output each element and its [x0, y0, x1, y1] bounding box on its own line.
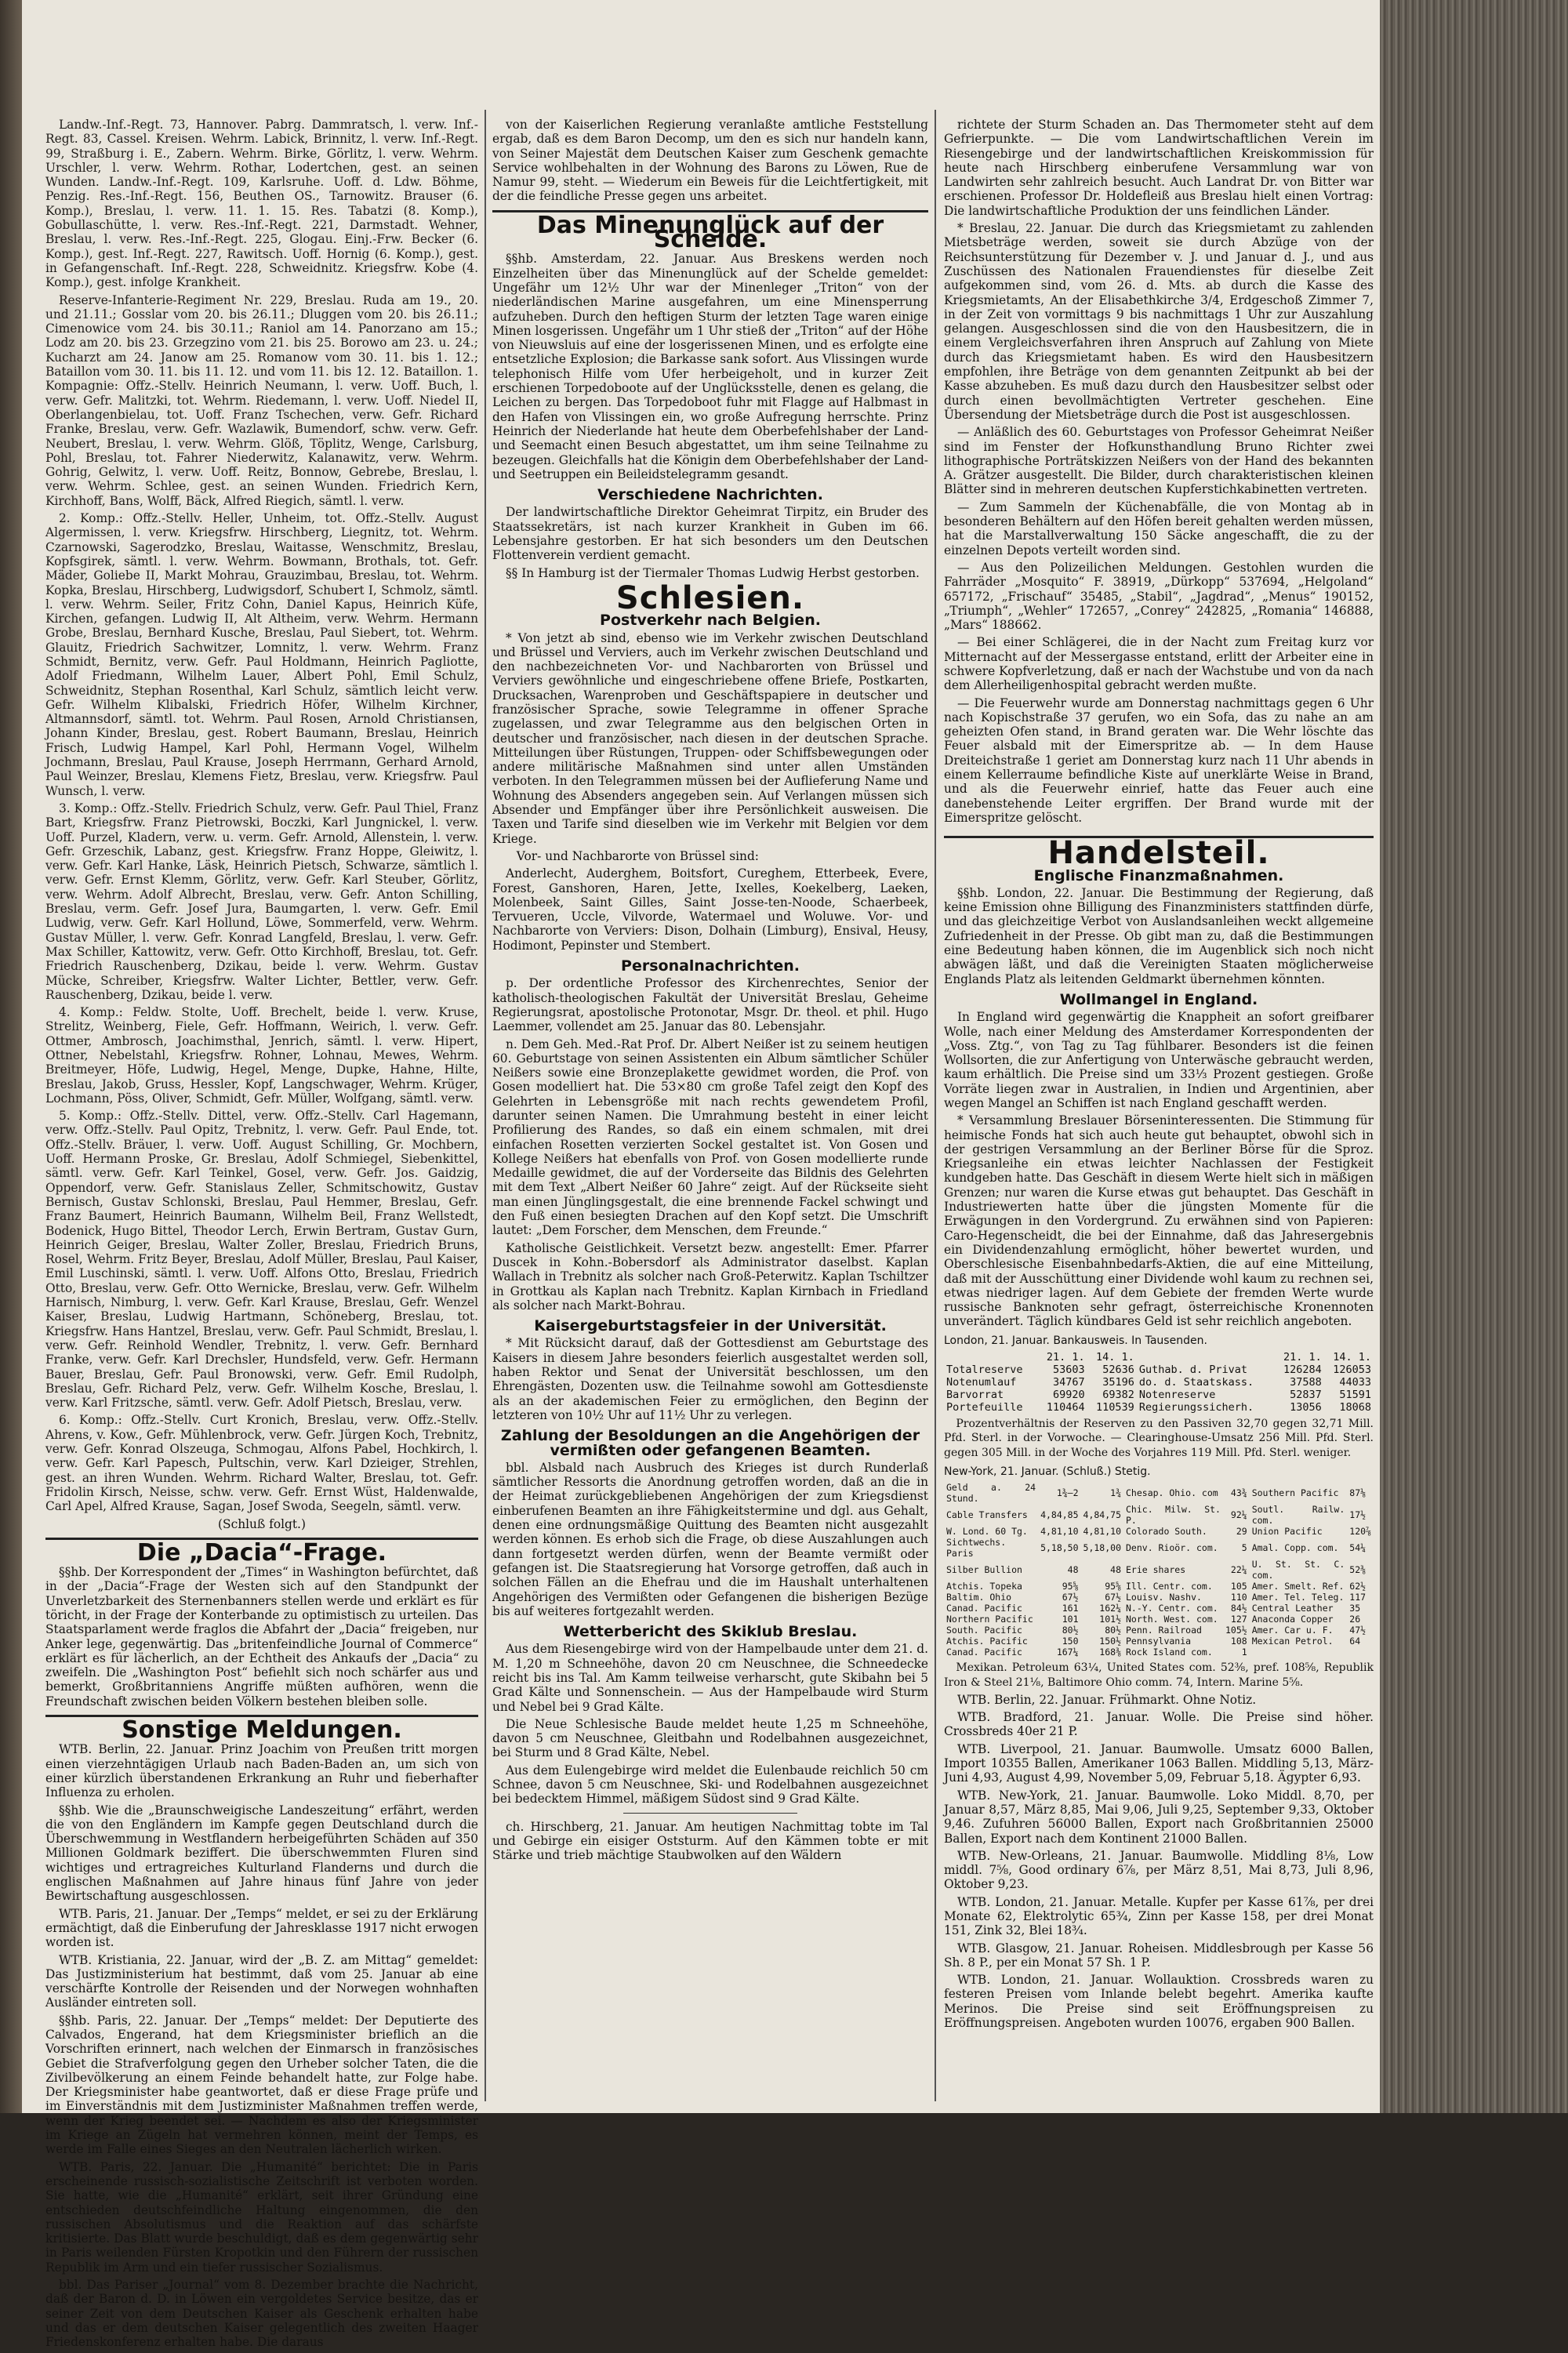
- table-cell: 64: [1349, 1636, 1361, 1647]
- table-cell: Ill. Centr. com.: [1126, 1581, 1213, 1592]
- table-cell: 162¼: [1099, 1603, 1121, 1614]
- table-cell: 4,81,10: [1040, 1526, 1079, 1538]
- table-cell: 84½: [1230, 1603, 1247, 1614]
- table-cell: 67½: [1105, 1592, 1121, 1603]
- article-paragraph: WTB. Berlin, 22. Januar. Prinz Joachim von Preußen tritt morgen einen vierzehntägigen Urlaub nach Baden-Baden an, um sich von einer kürzlich überstandenen Erkrankung an Ruhr und fieberhafter Influenza zu erholen.: [45, 1742, 478, 1800]
- table-cell: 105½: [1225, 1625, 1247, 1636]
- column-right: [944, 118, 1374, 2033]
- table-cell: 127: [1230, 1614, 1247, 1625]
- table-cell: Louisv. Nashv.: [1126, 1592, 1202, 1603]
- table-cell: Canad. Pacific: [946, 1647, 1022, 1658]
- table-cell: 101½: [1099, 1614, 1121, 1625]
- table-cell: Rock Island com.: [1126, 1647, 1213, 1658]
- table-cell: N.-Y. Centr. com.: [1126, 1603, 1218, 1614]
- article-paragraph: Prozentverhältnis der Reserven zu den Passiven 32,70 gegen 32,71 Mill. Pfd. Sterl. in der Vorwoche. — Clearinghouse-Umsatz 256 Mill. Pfd. Sterl. gegen 305 Mill. in der Woche des Vorjahres 119 Mill. Pfd. Sterl. weniger.: [944, 1418, 1374, 1459]
- headline-wetterbericht: Wetterbericht des Skiklub Breslau.: [563, 1623, 858, 1641]
- table-cell: Cable Transfers: [946, 1509, 1028, 1521]
- table-cell: Soutl. Railw. com.: [1251, 1504, 1345, 1527]
- headline-wollmangel: Wollmangel in England.: [1059, 990, 1258, 1008]
- table-cell: North. West. com.: [1126, 1614, 1218, 1625]
- article-paragraph: * Versammlung Breslauer Börseninteressenten. Die Stimmung für heimische Fonds hat sich auch heute gut behauptet, obwohl sich in der gestrigen Versammlung an der Berliner Börse für die Sproz. Kriegsanleihe ein etwas leichter Nachlassen der Festigkeit kundgeben hatte. Das Geschäft in diesem Werte hielt sich in mäßigen Grenzen; nur waren die Kurse etwas gut behauptet. Das Geschäft in Industriewerten hatte über die jüngsten Momente für die Erwägungen in den Vordergrund. Zu erwähnen sind von Papieren: Caro-Hegenscheidt, die bei der Einnahme, daß das Jahresergebnis ein Dividendenzahlung ermöglicht, höher bewertet wurden, und Oberschlesische Eisenbahnbedarfs-Aktien, die auf eine Mitteilung, daß mit der Ausschüttung einer Dividende wohl kaum zu rechnen sei, etwas niedriger lagen. Auf dem Gebiete der fremden Werte wurde russische Banknoten sehr gefragt, österreichische Kronennoten unverändert. Täglich kündbares Geld ist sehr reichlich angeboten.: [944, 1113, 1374, 1329]
- table-cell: 5,18,00: [1083, 1542, 1121, 1554]
- article-paragraph: In England wird gegenwärtig die Knappheit an sofort greifbarer Wolle, nach einer Meldung des Amsterdamer Korrespondenten der „Voss. Ztg.“, von Tag zu Tag fühlbarer. Besonders ist die feinen Wollsorten, die zur Anfertigung von Unterwäsche gebraucht werden, kaum erhältlich. Die Preise sind um 33⅓ Prozent gestiegen. Große Vorräte liegen zwar in Australien, in Indien und Argentinien, aber wegen Mangel an Schiffen ist nach England geschafft werden.: [944, 1010, 1374, 1110]
- book-binding-left: [0, 0, 22, 2113]
- table-cell: Sichtwechs. Paris: [946, 1537, 1007, 1560]
- column-left: [45, 118, 478, 2353]
- table-cell: 22¼: [1230, 1564, 1247, 1576]
- table-cell: do. d. Staatskass.: [1138, 1376, 1254, 1389]
- article-paragraph: — Bei einer Schlägerei, die in der Nacht zum Freitag kurz vor Mitternacht auf der Messergasse entstand, erlitt der Arbeiter eine in schwere Kopfverletzung, daß er nach der Wachstube und von da nach dem Allerheiligenhospital gebracht werden mußte.: [944, 635, 1374, 693]
- table-header-cell: 14. 1.: [1096, 1351, 1134, 1364]
- article-paragraph: ch. Hirschberg, 21. Januar. Am heutigen Nachmittag tobte im Tal und Gebirge ein eisiger Oststurm. Auf den Kämmen tobte er mit Stärke und trieb mächtige Staubwolken auf den Wäldern: [492, 1819, 928, 1863]
- article-paragraph: * Von jetzt ab sind, ebenso wie im Verkehr zwischen Deutschland und Brüssel und Verviers, auch im Verkehr zwischen Deutschland und den nachbezeichneten Vor- und Nachbarorten von Brüssel und Verviers gewöhnliche und eingeschriebene offene Briefe, Postkarten, Drucksachen, Warenproben und Geschäftspapiere in deutscher und französischer Sprache, sowie Telegramme in offener Sprache zugelassen, und zwar Telegramme aus den belgischen Orten in deutscher und französischer, nach diesen in der deutschen Sprache. Mitteilungen über Rüstungen, Truppen- oder Schiffsbewegungen oder andere militärische Maßnahmen sind unter allen Umständen verboten. In den Telegrammen müssen bei der Auflieferung Name und Wohnung des Absenders angegeben sein. Auf Verlangen müssen sich Absender und Empfänger über ihre Persönlichkeit ausweisen. Die Taxen und Tarife sind dieselben wie im Verkehr mit Belgien vor dem Kriege.: [492, 630, 928, 846]
- table-cell: 110: [1230, 1592, 1247, 1603]
- bank-statement-table: [944, 1351, 1374, 1414]
- table-header-cell: [944, 1351, 1037, 1364]
- casualty-list-paragraph: Reserve-Infanterie-Regiment Nr. 229, Breslau. Ruda am 19., 20. und 21.11.; Gosslar vom 20. bis 26.11.; Dluggen vom 20. bis 26.11.; Cimenowice vom 24. bis 30.11.; Raniol am 14. Panorzano am 15.; Lodz am 20. bis 23. Grzegzino vom 21. bis 25. Borowo am 23. u. 24.; Kucharzt am 24. Janow am 25. Romanow vom 30. 11. bis 1. 12.; Bataillon vom 30. 11. bis 11. 12. und vom 11. bis 12. 12. Bataillon. 1. Kompagnie: Offz.-Stellv. Heinrich Neumann, l. verw. Uoff. Buch, l. verw. Gefr. Malitzki, tot. Wehrm. Riedemann, l. verw. Uoff. Niedel II, Oberlangenbielau, tot. Uoff. Franz Tschechen, verw. Gefr. Richard Franke, Breslau, verw. Gefr. Wazlawik, Bumendorf, schw. verw. Gefr. Neubert, Breslau, l. verw. Wehrm. Glöß, Töplitz, Wenge, Carlsburg, Pohl, Breslau, tot. Fahrer Niederwitz, Kalanawitz, verw. Wehrm. Gohrig, Gelwitz, l. verw. Uoff. Reitz, Bonnow, Gebrebe, Breslau, l. verw. Wehrm. Schlee, gest. an seinen Wunden. Friedrich Kern, Kirchhoff, Bans, Wolff, Bäck, Alfred Riegich, sämtl. l. verw.: [45, 292, 478, 508]
- table-row: [944, 1603, 1374, 1614]
- book-page-edge: [1380, 0, 1568, 2113]
- table-row: [944, 1625, 1374, 1636]
- table-cell: Denv. Rioör. com.: [1126, 1542, 1218, 1554]
- table-cell: Central Leather: [1251, 1603, 1334, 1614]
- table-row: [944, 1592, 1374, 1603]
- headline-sonstige-meldungen: Sonstige Meldungen.: [45, 1715, 478, 1738]
- table-cell: 52⅜: [1349, 1564, 1367, 1576]
- table-row: [944, 1526, 1374, 1537]
- table-cell: 150: [1062, 1636, 1079, 1647]
- headline-englische-finanzmassnahmen: Englische Finanzmaßnahmen.: [1033, 866, 1284, 884]
- article-paragraph: richtete der Sturm Schaden an. Das Thermometer steht auf dem Gefrierpunkte. — Die vom Landwirtschaftlichen Verein im Riesengebirge und der landwirtschaftlichen Kreiskommission für heute nach Hirschberg einberufene Versammlung war von Landwirten sehr zahlreich besucht. Auch Landrat Dr. von Bitter war erschienen. Professor Dr. Holdefleiß aus Breslau hielt einen Vortrag: Die landwirtschaftliche Produktion der uns feindlichen Länder.: [944, 118, 1374, 218]
- article-paragraph: §§hb. Amsterdam, 22. Januar. Aus Breskens werden noch Einzelheiten über das Minenunglück auf der Schelde gemeldet: Ungefähr um 12½ Uhr war der Minenleger „Triton“ von der niederländischen Marine ausgefahren, um eine Minensperrung aufzuheben. Durch den heftigen Sturm der letzten Tage waren einige Minen losgerissen. Ungefähr um 1 Uhr stieß der „Triton“ auf der Höhe von Nieuwsluis auf eine der losgerissenen Minen, und es erfolgte eine entsetzliche Explosion; die Barkasse sank sofort. Aus Vlissingen wurde telephonisch Hilfe vom Ufer herbeigeholt, und in kurzer Zeit erschienen Torpedoboote auf der Unglücksstelle, denen es gelang, die Leichen zu bergen. Das Torpedoboot fuhr mit Flagge auf Halbmast in den Hafen von Vlissingen ein, wo große Aufregung herrschte. Prinz Heinrich der Niederlande hat heute dem Oberbefehlshaber der Land- und Seemacht einen Besuch abgestattet, um ihm seine Teilnahme zu bezeugen. Gleichfalls hat die Königin dem Oberbefehlshaber der Land- und Seetruppen ein Beileidstelegramm gesandt.: [492, 252, 928, 481]
- separator: [623, 1813, 797, 1814]
- table-header-cell: 14. 1.: [1333, 1351, 1371, 1364]
- article-paragraph: §§hb. Der Korrespondent der „Times“ in Washington befürchtet, daß in der „Dacia“-Frage der Westen sich auf den Standpunkt der Unverletzbarkeit des Sternenbanners stellen werde und erklärt es für töricht, in der Frage der Konterbande zu optimistisch zu urteilen. Das Staatsparlament werde fraglos die Abfahrt der „Dacia“ freigeben, nur Anker lege, gegenwärtig. Das „britenfeindliche Journal of Commerce“ erklärt es für lächerlich, an der Echtheit des Ankaufs der „Dacia“ zu zweifeln. Die „Washington Post“ befiehlt sich noch schärfer aus und bemerkt, Großbritanniens Angriffe müßten aufhören, wenn die Freundschaft zwischen beiden Völkern bestehen bleiben solle.: [45, 1565, 478, 1708]
- article-paragraph: bbl. Das Pariser „Journal“ vom 8. Dezember brachte die Nachricht, daß der Baron d. D. in Löwen ein vergoldetes Service besitze, das er seiner Zeit von dem Deutschen Kaiser als Geschenk erhalten habe und das er dem deutschen Kaiser gelegentlich des zweiten Haager Friedenskonferenz erhalten habe. Die daraus: [45, 2278, 478, 2350]
- table-cell: Anaconda Copper: [1251, 1614, 1334, 1625]
- section-title-schlesien: Schlesien.: [615, 579, 805, 616]
- table-cell: 53603: [1053, 1364, 1085, 1377]
- table-row: [944, 1482, 1374, 1504]
- headline-zahlung-besoldungen: Zahlung der Besoldungen an die Angehörigen der vermißten oder gefangenen Beamten.: [500, 1427, 920, 1459]
- article-paragraph: — Die Feuerwehr wurde am Donnerstag nachmittags gegen 6 Uhr nach Kopischstraße 37 gerufen, wo ein Sofa, das zu nahe an am geheizten Ofen stand, in Brand geraten war. Die Wehr löschte das Feuer alsbald mit der Eimerspritze ab. — In dem Hause Dreiteichstraße 1 geriet am Donnerstag kurz nach 11 Uhr abends in einem Kellerraume befindliche Kiste auf unerklärte Weise in Brand, und als die Feuerwehr einrief, hatte das Feuer auch eine danebenstehende Leiter ergriffen. Der Brand wurde mit der Eimerspritze gelöscht.: [944, 695, 1374, 825]
- table-row: [944, 1504, 1374, 1526]
- article-paragraph: §§hb. Wie die „Braunschweigische Landeszeitung“ erfährt, werden die von den Engländern im Kampfe gegen Deutschland durch die Überschwemmung in Westflandern herbeigeführten Schäden auf 350 Millionen Goldmark beziffert. Die überschwemmten Fluren sind wichtiges und ertragreiches Kulturland Flanderns und durch die englischen Maßnahmen auf Jahre hinaus fünf Jahre von jeder Bewirtschaftung ausgeschlossen.: [45, 1803, 478, 1904]
- article-paragraph: Aus dem Riesengebirge wird von der Hampelbaude unter dem 21. d. M. 1,20 m Schneehöhe, davon 20 cm Neuschnee, die Schneedecke reicht bis ins Tal. Am Kamm teilweise verharscht, gute Skibahn bei 5 Grad Kälte und Sonnenschein. — Aus der Hampelbaude wird Sturm und Nebel bei 9 Grad Kälte.: [492, 1642, 928, 1714]
- article-paragraph: * Mit Rücksicht darauf, daß der Gottesdienst am Geburtstage des Kaisers in diesem Jahre besonders feierlich ausgestaltet werden soll, haben Rektor und Senat der Universität beschlossen, um den Ehrengästen, Dozenten usw. die Teilnahme sowohl am Gottesdienste als an der akademischen Feier zu ermöglichen, den Beginn der letzteren von 10½ Uhr auf 11½ Uhr zu verlegen.: [492, 1336, 928, 1422]
- market-report: WTB. New-York, 21. Januar. Baumwolle. Loko Middl. 8,70, per Januar 8,57, März 8,85, Mai 9,06, Juli 9,25, September 9,33, Oktober 9,46. Zufuhren 56000 Ballen, Export nach Großbritannien 25000 Ballen, Export nach dem Kontinent 21000 Ballen.: [944, 1788, 1374, 1846]
- column-middle: [492, 118, 928, 1866]
- table-cell: Barvorrat: [946, 1389, 1004, 1402]
- table-cell: 29: [1236, 1526, 1247, 1538]
- table-cell: Geld a. 24 Stund.: [946, 1482, 1036, 1505]
- table-cell: 62½: [1349, 1581, 1367, 1592]
- table-cell: 92¼: [1230, 1509, 1247, 1521]
- table-header-row: [944, 1351, 1374, 1364]
- table-cell: Erie shares: [1126, 1564, 1186, 1576]
- article-paragraph: Der landwirtschaftliche Direktor Geheimrat Tirpitz, ein Bruder des Staatssekretärs, ist nach kurzer Krankheit in Guben im 66. Lebensjahre gestorben. Er hat sich besonders um den Deutschen Flottenverein verdient gemacht.: [492, 505, 928, 563]
- headline-dacia: Die „Dacia“-Frage.: [45, 1538, 478, 1560]
- table-row: [944, 1401, 1374, 1414]
- table-cell: 52837: [1290, 1389, 1322, 1402]
- table-cell: 13056: [1290, 1401, 1322, 1414]
- table-cell: 1¾: [1110, 1487, 1121, 1499]
- table-row: [944, 1559, 1374, 1581]
- table-row: [944, 1364, 1374, 1376]
- article-paragraph: §§ In Hamburg ist der Tiermaler Thomas Ludwig Herbst gestorben.: [505, 565, 920, 580]
- table-cell: Amer. Car u. F.: [1251, 1625, 1334, 1636]
- table-cell: 26: [1349, 1614, 1361, 1625]
- table-cell: 120⅞: [1349, 1526, 1371, 1538]
- headline-postverkehr: Postverkehr nach Belgien.: [600, 612, 821, 630]
- table-cell: 95⅝: [1062, 1581, 1079, 1592]
- table-cell: 48: [1110, 1564, 1121, 1576]
- table-row: [944, 1647, 1374, 1658]
- article-paragraph: Die Neue Schlesische Baude meldet heute 1,25 m Schneehöhe, davon 5 cm Neuschnee, Gleitbahn und Rodelbahnen ausgezeichnet, bei Sturm und 8 Grad Kälte, Nebel.: [492, 1716, 928, 1760]
- table-cell: Amer. Tel. Teleg.: [1251, 1592, 1345, 1603]
- table-cell: 69920: [1053, 1389, 1085, 1402]
- market-report: WTB. Bradford, 21. Januar. Wolle. Die Preise sind höher. Crossbreds 40er 21 P.: [944, 1710, 1374, 1739]
- column-rule: [935, 110, 936, 2101]
- headline-kaisergeburtstag: Kaisergeburtstagsfeier in der Universität.: [534, 1317, 887, 1335]
- table-body: [944, 1482, 1374, 1658]
- table-cell: 48: [1067, 1564, 1079, 1576]
- table-cell: South. Pacific: [946, 1625, 1022, 1636]
- table-cell: 47½: [1349, 1625, 1367, 1636]
- article-paragraph: Mexikan. Petroleum 63¼, United States com. 52⅜, pref. 108⅝, Republik Iron & Steel 21⅛, Baltimore Ohio comm. 74, Intern. Marine 5⅝.: [944, 1661, 1374, 1689]
- section-title-handelsteil: Handelsteil.: [944, 836, 1374, 860]
- table-cell: 168⅜: [1099, 1647, 1121, 1658]
- article-paragraph: n. Dem Geh. Med.-Rat Prof. Dr. Albert Neißer ist zu seinem heutigen 60. Geburtstage von seinen Assistenten ein Album sämtlicher Schüler Neißers sowie eine Bronzeplakette gewidmet worden, die Prof. von Gosen modelliert hat. Die 53×80 cm große Tafel zeigt den Kopf des Gelehrten in Lebensgröße mit nach rechts gewendetem Profil, darunter seinen Namen. Die Umrahmung besteht in einer leicht Profilierung des Randes, so daß ein einem schmalen, mit drei einfachen Rosetten verzierten Sockel gestaltet ist. Von Gosen und Kollege Neißers hat ebenfalls von Prof. von Gosen modellierte runde Medaille gewidmet, die auf der Vorderseite das Bildnis des Gelehrten mit dem Text „Albert Neißer 60 Jahre“ zeigt. Auf der Rückseite sieht man einen Jünglingsgestalt, die eine brennende Fackel schwingt und den Fuß einen besiegten Drachen auf den Kopf setzt. Die Umschrift lautet: „Dem Forscher, dem Menschen, dem Freunde.“: [492, 1037, 928, 1238]
- market-report: WTB. New-Orleans, 21. Januar. Baumwolle. Middling 8⅛, Low middl. 7⅝, Good ordinary 6⅞, per März 8,51, Mai 8,73, Juli 8,96, Oktober 9,23.: [944, 1848, 1374, 1892]
- table-cell: 126053: [1333, 1364, 1371, 1377]
- table-cell: Penn. Railroad: [1126, 1625, 1202, 1636]
- article-paragraph: Aus dem Eulengebirge wird meldet die Eulenbaude reichlich 50 cm Schnee, davon 5 cm Neuschnee, Ski- und Rodelbahnen ausgezeichnet bei bedecktem Himmel, mäßigem Südost sind 9 Grad Kälte.: [492, 1763, 928, 1807]
- table-cell: 54¼: [1349, 1542, 1367, 1554]
- article-paragraph: WTB. Kristiania, 22. Januar, wird der „B. Z. am Mittag“ gemeldet: Das Justizministerium hat bestimmt, daß vom 25. Januar ab eine verschärfte Kontrolle der Reisenden und der Norwegen wohnhaften Ausländer eintreten soll.: [45, 1952, 478, 2010]
- table-cell: 80½: [1062, 1625, 1079, 1636]
- table-body: [944, 1364, 1374, 1414]
- article-paragraph: * Breslau, 22. Januar. Die durch das Kriegsmietamt zu zahlenden Mietsbeträge werden, soweit sie durch Abzüge von der Reichsunterstützung für Dezember v. J. und Januar d. J., und aus Zuschüssen des Nationalen Frauendienstes für dieselbe Zeit aufgekommen sind, vom 26. d. Mts. ab durch die Kasse des Kriegsmietamts, An der Elisabethkirche 3/4, Erdgeschoß Zimmer 7, in der Zeit von vormittags 9 bis nachmittags 1 Uhr zur Auszahlung gelangen. Ausgeschlossen sind die von den Hausbesitzern, die in einem Vergleichsverfahren ihren Anspruch auf Zahlung von Miete durch das Kriegsmietamt haben. Es wird den Hausbesitzern empfohlen, ihre Beträge von dem genannten Zeitpunkt ab bei der Kasse abzuheben. Es muß dazu durch den Hausbesitzer selbst oder durch einen bevollmächtigten Vertreter geschehen. Eine Übersendung der Mietsbeträge durch die Post ist ausgeschlossen.: [944, 221, 1374, 422]
- article-paragraph: — Aus den Polizeilichen Meldungen. Gestohlen wurden die Fahrräder „Mosquito“ F. 38919, „Dürkopp“ 537694, „Helgoland“ 657172, „Frischauf“ 35485, „Stabil“, „Jagdrad“, „Menus“ 190152, „Triumph“, „Wehler“ 172657, „Conrey“ 242825, „Romania“ 146888, „Mars“ 188662.: [944, 560, 1374, 633]
- article-paragraph: Katholische Geistlichkeit. Versetzt bezw. angestellt: Emer. Pfarrer Duscek in Kohn.-Bobersdorf als Administrator daselbst. Kaplan Wallach in Trebnitz als solcher nach Groß-Peterwitz. Kaplan Tschiltzer in Grottkau als Kaplan nach Trebnitz. Kaplan Kirnbach in Friedland als solcher nach Markt-Bohrau.: [492, 1240, 928, 1313]
- table-cell: 35: [1349, 1603, 1361, 1614]
- article-paragraph: Vor- und Nachbarorte von Brüssel sind:: [516, 848, 759, 863]
- table-cell: Canad. Pacific: [946, 1603, 1022, 1614]
- market-report: WTB. London, 21. Januar. Wollauktion. Crossbreds waren zu festeren Preisen vom Inlande belebt begehrt. Amerika kaufte Merinos. Die Preise sind seit Eröffnungspreisen zu Eröffnungspreisen. Angeboten wurden 10076, ergaben 900 Ballen.: [944, 1973, 1374, 2031]
- table-cell: 43¾: [1230, 1487, 1247, 1499]
- table-row: [944, 1636, 1374, 1647]
- table-cell: 67½: [1062, 1592, 1079, 1603]
- table-cell: W. Lond. 60 Tg.: [946, 1526, 1028, 1538]
- table-cell: 117: [1349, 1592, 1367, 1603]
- table-cell: 1¾–2: [1056, 1487, 1079, 1499]
- casualty-list-paragraph: 3. Komp.: Offz.-Stellv. Friedrich Schulz, verw. Gefr. Paul Thiel, Franz Bart, Kriegsfrw. Franz Pietrowski, Boczki, Karl Jungnickel, l. verw. Uoff. Purzel, Kladern, verw. u. verm. Gefr. Arnold, Allenstein, l. verw. Gefr. Grzeschik, Labanz, gest. Kriegsfrw. Franz Hoppe, Gleiwitz, l. verw. Gefr. Karl Hanke, Läsk, Heinrich Pietsch, Schwarze, sämtlich l. verw. Gefr. Ernst Klemm, Görlitz, verw. Gefr. Karl Steuber, Görlitz, verw. Wehrm. Adolf Albrecht, Breslau, verw. Gefr. Anton Schilling, Breslau, verm. Gefr. Josef Jura, Baumgarten, l. verw. Gefr. Emil Ludwig, verw. Gefr. Karl Hollund, Löwe, Sommerfeld, verw. Wehrm. Gustav Müller, l. verw. Gefr. Konrad Langfeld, Breslau, l. verw. Gefr. Max Schiller, Kattowitz, verw. Gefr. Otto Kirchhoff, Breslau, tot. Gefr. Friedrich Rauschenberg, Dzikau, beide l. verw. Wehrm. Gustav Mücke, Schreiber, Kriegsfrw. Walter Lichter, Bettler, verw. Gefr. Rauschenberg, Dzikau, beide l. verw.: [45, 801, 478, 1002]
- table-cell: Atchis. Topeka: [946, 1581, 1022, 1592]
- article-paragraph: — Anläßlich des 60. Geburtstages von Professor Geheimrat Neißer sind im Fenster der Hofkunsthandlung Bruno Richter zwei lithographische Porträtskizzen Neißers von der Hand des bekannten A. Grätzer ausgestellt. Die Bilder, durch charakteristischen kleinen Blätter sind in mehreren deutschen Kupferstichkabinetten vertreten.: [944, 425, 1374, 497]
- casualty-list-paragraph: 4. Komp.: Feldw. Stolte, Uoff. Brechelt, beide l. verw. Kruse, Strelitz, Weinberg, Fiele, Gefr. Hoffmann, Weirich, l. verw. Gefr. Ottmer, Ambrosch, Joachimsthal, Jenrich, sämtl. l. verw. Hipert, Ottner, Nebelstahl, Kriegsfrw. Rohner, Lohnau, Mewes, Wehrm. Breitmeyer, Höfe, Ludwig, Hegel, Menge, Dupke, Hahne, Hilte, Breslau, Jakob, Gruss, Hessler, Kopf, Langschwager, Wehrm. Krüger, Lochmann, Pöss, Oliver, Schmidt, Gefr. Müller, Wolfgang, sämtl. verw.: [45, 1005, 478, 1106]
- table-cell: 51591: [1339, 1389, 1371, 1402]
- table-cell: 5: [1241, 1542, 1247, 1554]
- headline-minenunglueck: Das Minenunglück auf der Schelde.: [492, 210, 928, 248]
- table-cell: 44033: [1339, 1376, 1371, 1389]
- table-row: [944, 1537, 1374, 1559]
- table-cell: [1347, 1647, 1374, 1658]
- table-cell: 4,84,75: [1083, 1509, 1121, 1521]
- table-cell: Notenreserve: [1138, 1389, 1216, 1402]
- table-cell: Amal. Copp. com.: [1251, 1542, 1339, 1554]
- article-paragraph: p. Der ordentliche Professor des Kirchenrechtes, Senior der katholisch-theologischen Fakultät der Universität Breslau, Geheime Regierungsrat, apostolische Protonotar, Msgr. Dr. theol. et phil. Hugo Laemmer, vollendet am 25. Januar das 80. Lebensjahr.: [492, 976, 928, 1034]
- table-row: [944, 1614, 1374, 1625]
- article-paragraph: WTB. Paris, 22. Januar. Die „Humanité“ berichtet: Die in Paris erscheinende russisch-sozialistische Zeitschrift ist verboten worden. Sie hatte, wie die „Humanité“ erklärt, seit ihrer Gründung eine entschieden deutschfeindliche Haltung eingenommen, die den russischen Absolutismus und die Reaktion auf das schärfste kritisierte. Das Blatt wurde beschuldigt, daß es dem gegenwärtig sehr in Paris weilenden Fürsten Kropotkin und den Führern der russischen Republik im Arm und ein tiefer russischer Sozialismus.: [45, 2159, 478, 2275]
- table-cell: Guthab. d. Privat: [1138, 1364, 1247, 1377]
- table-cell: Regierungssicherh.: [1138, 1401, 1254, 1414]
- table-cell: 1: [1241, 1647, 1247, 1658]
- table-cell: 35196: [1102, 1376, 1134, 1389]
- table-cell: 108: [1230, 1636, 1247, 1647]
- casualty-list-paragraph: 6. Komp.: Offz.-Stellv. Curt Kronich, Breslau, verw. Offz.-Stellv. Ahrens, v. Kow., Gefr. Mühlenbrock, verw. Gefr. Jürgen Koch, Trebnitz, verw. Gefr. Konrad Olszeuga, Schmogau, Alfons Pabel, Hochkirch, l. verw. Gefr. Karl Papesch, Pultschin, verw. Karl Dzieiger, Strehlen, gest. an ihren Wunden. Wehrm. Richard Walter, Breslau, tot. Gefr. Fridolin Kirsch, Neisse, schw. verw. Gefr. Ernst Wüst, Haldenwalde, Carl Apel, Alfred Krause, Sagan, Josef Swoda, Seegeln, sämtl. verw.: [45, 1413, 478, 1514]
- table-row: [944, 1581, 1374, 1592]
- table-cell: 87⅛: [1349, 1487, 1367, 1499]
- table-cell: Union Pacific: [1251, 1526, 1323, 1538]
- table-cell: Notenumlauf: [946, 1376, 1017, 1389]
- market-report: WTB. Berlin, 22. Januar. Frühmarkt. Ohne Notiz.: [956, 1692, 1257, 1707]
- column-rule: [485, 110, 486, 2101]
- casualty-list-paragraph: 2. Komp.: Offz.-Stellv. Heller, Unheim, tot. Offz.-Stellv. August Algermissen, l. verw. Kriegsfrw. Hirschberg, Liegnitz, tot. Wehrm. Czarnowski, Sagerodzko, Breslau, Waitasse, Wenschmitz, Breslau, Kopfsgirek, sämtl. l. verw. Wehrm. Bowmann, Brothals, tot. Gefr. Mäder, Goliebe II, Markt Mohrau, Grauzimbau, Breslau, tot. Wehrm. Kopka, Breslau, Hirschberg, Ludwigsdorf, Schubert I, Schmolz, sämtl. l. verw. Wehrm. Seiler, Fritz Cohn, Daniel Kapus, Heinrich Küfe, Kirchen, gefangen. Ludwig II, Alt Altheim, verw. Wehrm. Hermann Grobe, Breslau, Bernhard Kusche, Breslau, Paul Siebert, tot. Wehrm. Glauitz, Friedrich Sachwitzer, Lomnitz, l. verw. Wehrm. Franz Schmidt, Bernitz, verw. Gefr. Paul Holdmann, Heinrich Pagliotte, Adolf Friedmann, Wilhelm Lauer, Albert Pohl, Emil Schulz, Schweidnitz, Stephan Rosenthal, Karl Schulz, sämtlich leicht verw. Gefr. Wilhelm Klibalski, Friedrich Höfer, Wilhelm Kirchner, Altmannsdorf, sämtl. tot. Wehrm. Paul Rosen, Arnold Christiansen, Johann Kinder, Breslau, gest. Robert Baumann, Breslau, Heinrich Frisch, Ludwig Hampel, Karl Pohl, Hermann Vogel, Wilhelm Jochmann, Breslau, Paul Krause, Joseph Herrmann, Gerhard Arnold, Paul Weinzer, Breslau, Klemens Fietz, Breslau, verw. Kriegsfrw. Paul Wunsch, l. verw.: [45, 511, 478, 798]
- table-cell: 37588: [1290, 1376, 1322, 1389]
- table-cell: 17½: [1349, 1509, 1367, 1521]
- casualty-list-intro: Landw.-Inf.-Regt. 73, Hannover. Pabrg. Dammratsch, l. verw. Inf.-Regt. 83, Cassel. Kreisen. Wehrm. Labick, Brinnitz, l. verw. Inf.-Regt. 99, Straßburg i. E., Zabern. Wehrm. Birke, Görlitz, l. verw. Wehrm. Urschler, l. verw. Wehrm. Rothar, Lodertchen, gest. an seinen Wunden. Landw.-Inf.-Regt. 109, Karlsruhe. Uoff. d. Ldw. Böhme, Penzig. Res.-Inf.-Regt. 156, Beuthen OS., Tarnowitz. Brauser (6. Komp.), Breslau, l. verw. 11. 1. 15. Res. Tabatzi (8. Komp.), Gobullaschütte, l. verw. Res.-Inf.-Regt. 221, Darmstadt. Wehner, Breslau, l. verw. Res.-Inf.-Regt. 225, Glogau. Einj.-Frw. Becker (6. Komp.), gest. Inf.-Regt. 227, Rawitsch. Uoff. Hornig (6. Komp.), gest. in Gefangenschaft. Inf.-Regt. 228, Schweidnitz. Kriegsfrw. Kobe (4. Komp.), gest. infolge Krankheit.: [45, 118, 478, 290]
- casualty-list-paragraph: 5. Komp.: Offz.-Stellv. Dittel, verw. Offz.-Stellv. Carl Hagemann, verw. Offz.-Stellv. Paul Opitz, Trebnitz, l. verw. Gefr. Paul Ende, tot. Offz.-Stellv. Bräuer, l. verw. Uoff. August Schilling, Gr. Mochbern, Uoff. Hermann Proske, Gr. Breslau, Adolf Schmiegel, Siebenkittel, sämtl. verw. Gefr. Karl Teinkel, Gosel, verw. Gefr. Jos. Gaidzig, Oppendorf, verw. Gefr. Stanislaus Zeller, Schmitschowitz, Gustav Bernisch, Gustav Schlonski, Breslau, Paul Hemmer, Breslau, Gefr. Franz Baumert, Heinrich Baumann, Wilhelm Beil, Franz Wellstedt, Bodenick, Hugo Bittel, Theodor Lerch, Erwin Bertram, Gustav Gurn, Heinrich Geiger, Breslau, Walter Zoller, Breslau, Friedrich Bruns, Rosel, Wehrm. Fritz Beyer, Breslau, Adolf Müller, Breslau, Paul Kaiser, Emil Luschinski, sämtl. l. verw. Uoff. Alfons Otto, Breslau, Friedrich Otto, Breslau, verw. Gefr. Otto Wernicke, Breslau, verw. Gefr. Wilhelm Harnisch, Nimburg, l. verw. Gefr. Karl Krause, Breslau, Gefr. Wenzel Kaiser, Breslau, Ludwig Hartmann, Schöneberg, Breslau, tot. Kriegsfrw. Hans Hantzel, Breslau, verw. Gefr. Paul Schmidt, Breslau, l. verw. Gefr. Reinhold Wendler, Trebnitz, l. verw. Gefr. Bernhard Franke, verw. Gefr. Karl Drechsler, Hundsfeld, verw. Gefr. Hermann Bauer, Breslau, Gefr. Paul Bronowski, verw. Gefr. Emil Rudolph, Breslau, Gefr. Richard Pelz, verw. Gefr. Wilhelm Kosche, Breslau, l. verw. Karl Fritzsche, sämtl. verw. Gefr. Adolf Pietsch, Breslau, verw.: [45, 1109, 478, 1411]
- table-header-cell: 21. 1.: [1283, 1351, 1322, 1364]
- table-cell: Amer. Smelt. Ref.: [1251, 1581, 1345, 1592]
- table-cell: 34767: [1053, 1376, 1085, 1389]
- table-cell: Pennsylvania: [1126, 1636, 1192, 1647]
- table-cell: 105: [1230, 1581, 1247, 1592]
- table-row: [944, 1376, 1374, 1389]
- table-cell: [1250, 1647, 1348, 1658]
- table-cell: 4,84,85: [1040, 1509, 1079, 1521]
- table-cell: Northern Pacific: [946, 1614, 1033, 1625]
- article-paragraph: WTB. Paris, 21. Januar. Der „Temps“ meldet, er sei zu der Erklärung ermächtigt, daß die Einberufung der Jahresklasse 1917 nicht erwogen worden ist.: [45, 1906, 478, 1950]
- table-cell: 80½: [1105, 1625, 1121, 1636]
- table-cell: 95⅝: [1105, 1581, 1121, 1592]
- table-cell: Totalreserve: [946, 1364, 1023, 1377]
- headline-verschiedene-nachrichten: Verschiedene Nachrichten.: [597, 486, 823, 504]
- table-cell: 150½: [1099, 1636, 1121, 1647]
- market-report: WTB. London, 21. Januar. Metalle. Kupfer per Kasse 61⅞, per drei Monate 62, Elektrolytic 65¾, Zinn per Kasse 158, per drei Monat 151, Zink 32, Blei 18¾.: [944, 1894, 1374, 1938]
- headline-personalnachrichten: Personalnachrichten.: [621, 957, 800, 975]
- table-cell: Silber Bullion: [946, 1564, 1022, 1576]
- table-cell: U. St. St. C. com.: [1251, 1559, 1345, 1581]
- bank-table-title: London, 21. Januar. Bankausweis. In Tausenden.: [944, 1334, 1207, 1347]
- table-cell: 167¼: [1056, 1647, 1079, 1658]
- end-note: (Schluß folgt.): [218, 1516, 306, 1531]
- table-cell: Chesap. Ohio. com: [1126, 1487, 1218, 1499]
- newspaper-page: [22, 0, 1380, 2350]
- article-paragraph: §§hb. Paris, 22. Januar. Der „Temps“ meldet: Der Deputierte des Calvados, Engerand, hat dem Kriegsminister brieflich an die Vorschriften erinnert, nach welchen der Einmarsch in französisches Gebiet die Strafverfolgung gegen den Urheber solcher Taten, die die Zivilbevölkerung an einem Feinde behandelt hatte, zur Folge habe. Der Kriegsminister habe geantwortet, daß er diese Frage prüfe und im Einverständnis mit dem Justizminister Maßnahmen treffen werde, wenn der Krieg beendet sei. — Nachdem es also der Kriegsminister im Kriege an Zügeln hat vermehren können, meint der Temps, es werde im Falle eines Sieges an den Neutralen lächerlich wirken.: [45, 2013, 478, 2157]
- table-cell: 110464: [1046, 1401, 1085, 1414]
- article-paragraph: §§hb. London, 22. Januar. Die Bestimmung der Regierung, daß keine Emission ohne Billigung des Finanzministers stattfinden dürfe, und das gleichzeitige Verbot von Auslandsanleihen weckt allgemeine Zufriedenheit in der Presse. Ob gibt man zu, daß die Bestimmungen eine Bedeutung haben können, die im Augenblick sich noch nicht abwägen läßt, und daß die Vereinigten Staaten möglicherweise Englands Platz als leitenden Geldmarkt übernehmen könnten.: [944, 885, 1374, 986]
- table-cell: Colorado South.: [1126, 1526, 1207, 1538]
- article-paragraph: — Zum Sammeln der Küchenabfälle, die von Montag ab in besonderen Behältern auf den Höfen bereit gehalten werden müssen, hat die Marstallverwaltung 150 Säcke angeschafft, die zu der einzelnen Depots verteilt worden sind.: [944, 499, 1374, 557]
- ny-stocks-table: [944, 1482, 1374, 1658]
- table-cell: Mexican Petrol.: [1251, 1636, 1334, 1647]
- table-cell: 69382: [1102, 1389, 1134, 1402]
- table-cell: Baltim. Ohio: [946, 1592, 1012, 1603]
- article-paragraph: Anderlecht, Auderghem, Boitsfort, Cureghem, Etterbeek, Evere, Forest, Ganshoren, Haren, Jette, Ixelles, Koekelberg, Laeken, Molenbeek, Saint Gilles, Saint Josse-ten-Noode, Schaerbeek, Tervueren, Uccle, Vilvorde, Watermael und Woluwe. Vor- und Nachbarorte von Verviers: Dison, Dolhain (Limburg), Ensival, Heusy, Hodimont, Pepinster und Stembert.: [492, 866, 928, 953]
- table-cell: Chic. Milw. St. P.: [1126, 1504, 1221, 1527]
- table-cell: Southern Pacific: [1251, 1487, 1339, 1499]
- market-report: WTB. Glasgow, 21. Januar. Roheisen. Middlesbrough per Kasse 56 Sh. 8 P., per ein Monat 57 Sh. 1 P.: [944, 1941, 1374, 1970]
- table-cell: 126284: [1283, 1364, 1322, 1377]
- table-row: [944, 1389, 1374, 1401]
- table-cell: 5,18,50: [1040, 1542, 1079, 1554]
- table-cell: 52636: [1102, 1364, 1134, 1377]
- article-paragraph: bbl. Alsbald nach Ausbruch des Krieges ist durch Runderlaß sämtlicher Ressorts die Anordnung getroffen worden, daß an die in der Heimat zurückgebliebenen Angehörigen der zum Kriegsdienst einberufenen Beamten an ihre Fähigkeitstermine und dgl. aus Gehalt, denen eine ordnungsmäßige Quittung des Beamten nicht ausgezahlt werden können. Es erhob sich die Frage, ob diese Auszahlungen auch dann fortgesetzt werden dürfen, wenn der Beamte vermißt oder gefangen ist. Die Staatsregierung hat Vorsorge getroffen, daß auch in solchen Fällen an die Ehefrau und die im Haushalt unterhaltenen Angehörigen des Vermißten oder Gefangenen die bisherigen Bezüge bis auf weiteres fortgezahlt werden.: [492, 1460, 928, 1618]
- table-cell: Atchis. Pacific: [946, 1636, 1028, 1647]
- table-header-cell: 21. 1.: [1046, 1351, 1085, 1364]
- article-paragraph: von der Kaiserlichen Regierung veranlaßte amtliche Feststellung ergab, daß es dem Baron Decomp, um den es sich nur handeln kann, von Seiner Majestät dem Deutschen Kaiser zum Geschenk gemachte Service wohlbehalten in der Wohnung des Barons zu Löwen, Rue de Namur 99, steht. — Wiederum ein Beweis für die Leichtfertigkeit, mit der die feindliche Presse gegen uns arbeitet.: [492, 118, 928, 204]
- table-cell: 18068: [1339, 1401, 1371, 1414]
- ny-table-title: New-York, 21. Januar. (Schluß.) Stetig.: [944, 1465, 1151, 1478]
- table-header-cell: [1137, 1351, 1275, 1364]
- table-cell: 161: [1062, 1603, 1079, 1614]
- market-report: WTB. Liverpool, 21. Januar. Baumwolle. Umsatz 6000 Ballen, Import 10355 Ballen, Amerikaner 1063 Ballen. Middling 5,13, März-Juni 4,93, August 4,99, November 5,09, Februar 5,18. Ägypter 6,93.: [944, 1741, 1374, 1785]
- table-cell: 101: [1062, 1614, 1079, 1625]
- table-cell: Portefeuille: [946, 1401, 1023, 1414]
- table-cell: 110539: [1096, 1401, 1134, 1414]
- table-cell: 4,81,10: [1083, 1526, 1121, 1538]
